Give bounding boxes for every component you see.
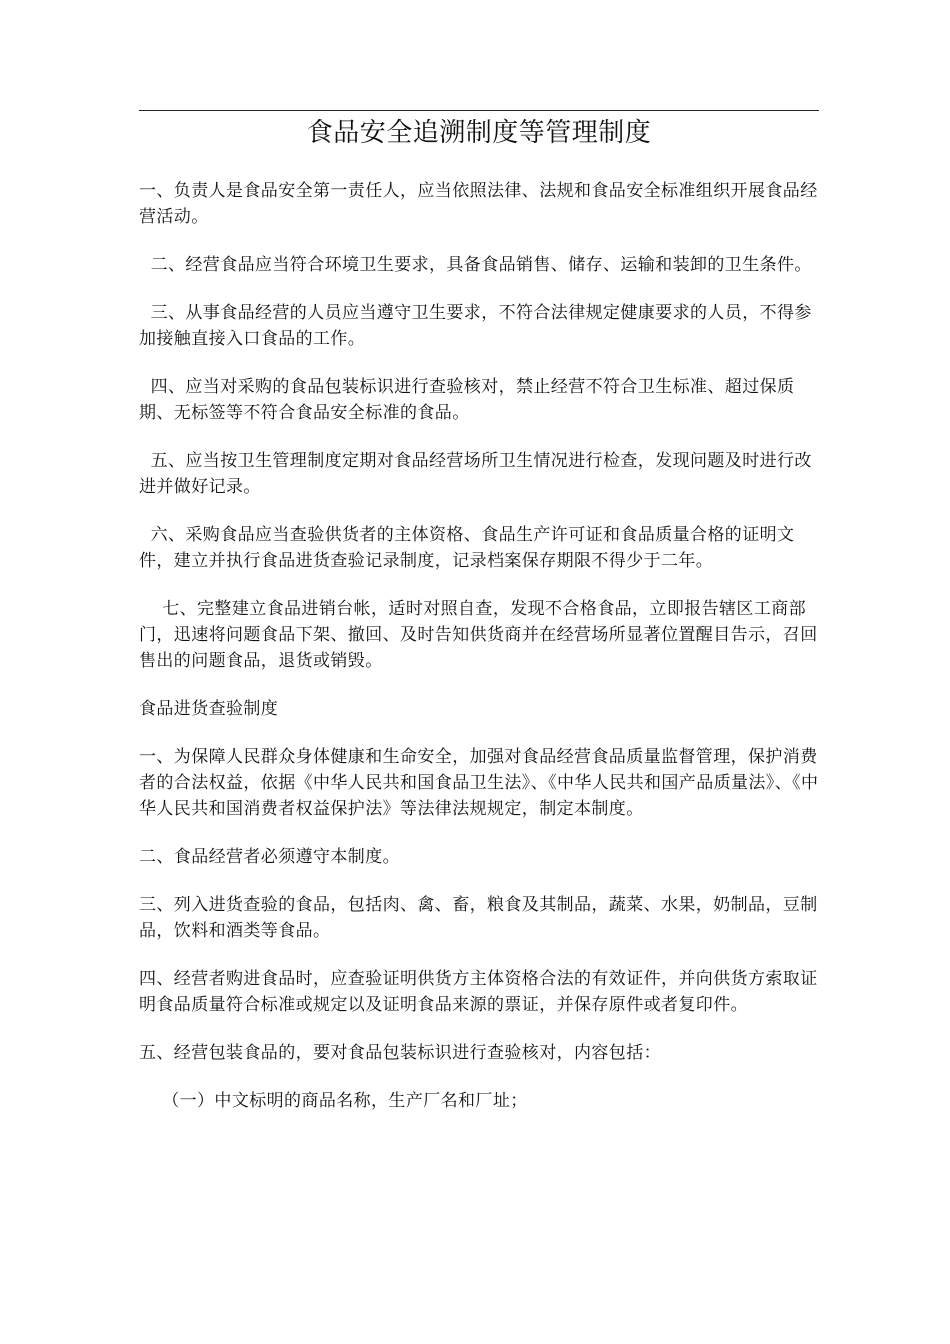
paragraph-5: 五、应当按卫生管理制度定期对食品经营场所卫生情况进行检查，发现问题及时进行改进并做好记录。 [139, 451, 812, 497]
paragraph-14: （一）中文标明的商品名称，生产厂名和厂址； [139, 1091, 528, 1111]
paragraph-13: 五、经营包装食品的，要对食品包装标识进行查验核对，内容包括： [139, 1043, 661, 1063]
paragraph-1: 一、负责人是食品安全第一责任人，应当依照法律、法规和食品安全标准组织开展食品经营活动。 [139, 181, 818, 227]
paragraph-2: 二、经营食品应当符合环境卫生要求，具备食品销售、储存、运输和装卸的卫生条件。 [139, 255, 812, 275]
document-page [139, 110, 819, 1136]
paragraph-7: 七、完整建立食品进销台帐，适时对照自查，发现不合格食品，立即报告辖区工商部门，迅速将问题食品下架、撤回、及时告知供货商并在经营场所显著位置醒目告示，召回售出的问题食品，退货或销毁。 [139, 599, 818, 671]
paragraph-3: 三、从事食品经营的人员应当遵守卫生要求，不符合法律规定健康要求的人员，不得参加接触直接入口食品的工作。 [139, 303, 812, 349]
header-rule [139, 110, 819, 111]
paragraph-11: 三、列入进货查验的食品，包括肉、禽、畜，粮食及其制品，蔬菜、水果，奶制品，豆制品，饮料和酒类等食品。 [139, 895, 818, 941]
document-body [139, 178, 819, 1114]
paragraph-12: 四、经营者购进食品时，应查验证明供货方主体资格合法的有效证件，并向供货方索取证明食品质量符合标准或规定以及证明食品来源的票证，并保存原件或者复印件。 [139, 969, 818, 1015]
section-heading: 食品进货查验制度 [139, 699, 279, 719]
paragraph-9: 一、为保障人民群众身体健康和生命安全，加强对食品经营食品质量监督管理，保护消费者的合法权益，依据《中华人民共和国食品卫生法》、《中华人民共和国产品质量法》、《中华人民共和国消费者权益保护法》等法律法规规定，制定本制度。 [139, 747, 819, 819]
document-title: 食品安全追溯制度等管理制度 [306, 118, 652, 148]
paragraph-4: 四、应当对采购的食品包装标识进行查验核对，禁止经营不符合卫生标准、超过保质期、无标签等不符合食品安全标准的食品。 [139, 377, 795, 423]
paragraph-10: 二、食品经营者必须遵守本制度。 [139, 847, 400, 867]
paragraph-6: 六、采购食品应当查验供货者的主体资格、食品生产许可证和食品质量合格的证明文件，建立并执行食品进货查验记录制度，记录档案保存期限不得少于二年。 [139, 525, 795, 571]
